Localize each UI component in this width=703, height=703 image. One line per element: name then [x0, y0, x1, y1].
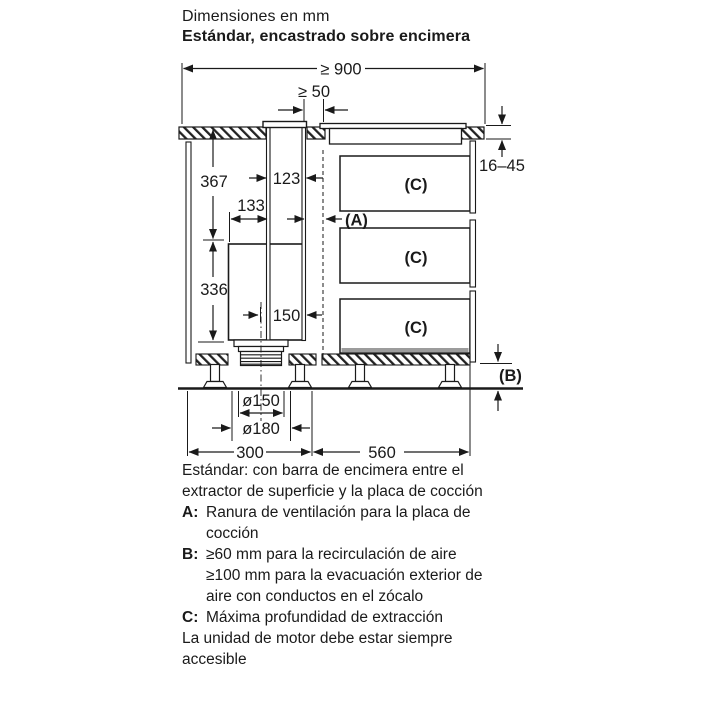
right-side-panel-middle [470, 220, 476, 287]
cooktop-body [330, 129, 462, 145]
dim-motor-height-label: 336 [200, 281, 228, 299]
legend-note-line2: accesible [182, 651, 247, 668]
bottom-witness-lines [188, 365, 471, 456]
chimney-left-wall [267, 128, 271, 341]
cooktop [320, 124, 466, 145]
page-title: Estándar, encastrado sobre encimera [182, 27, 471, 45]
legend-key-b: B: [182, 546, 199, 563]
legend-item-a [182, 502, 530, 523]
dim-hob-build-in-depth-label: 16–45 [479, 157, 525, 175]
dim-hob-clearance [278, 99, 348, 122]
legend-item-c-line1: Máxima profundidad de extracción [206, 609, 443, 626]
legend-note-line1: La unidad de motor debe estar siempre [182, 630, 453, 647]
plinth-left-1 [196, 354, 228, 365]
label-c-drawer-top: (C) [404, 176, 428, 194]
dim-right-cabinet-width-label: 560 [368, 444, 396, 460]
cooktop-lip [320, 124, 466, 129]
chimney-top-cap [263, 122, 307, 128]
adjustable-feet [204, 365, 462, 388]
plinth [196, 354, 470, 365]
legend-items-ab [182, 502, 530, 565]
plinth-left-2 [289, 354, 316, 365]
dim-left-cabinet-width-label: 300 [236, 444, 264, 460]
worktop-left-segment [179, 127, 266, 139]
legend-intro-line2: extractor de superficie y la placa de cocción [182, 483, 483, 500]
label-a: (A) [345, 211, 368, 230]
legend-key-a: A: [182, 504, 199, 521]
foot [204, 365, 227, 388]
legend-item-b-extra-line2: aire con conductos en el zócalo [206, 588, 424, 605]
legend-item-c-block [182, 607, 530, 628]
dim-chimney-width-label: 123 [272, 170, 301, 188]
foot [289, 365, 312, 388]
legend-item-b-line1: ≥60 mm para la recirculación de aire [206, 546, 457, 563]
dim-hob-build-in-depth [486, 106, 511, 157]
left-side-panel [186, 142, 191, 363]
dim-duct-diameter-outer-label: ø180 [242, 420, 280, 438]
legend-item-a-cont [182, 523, 530, 544]
foot [439, 365, 462, 388]
legend-intro-line1: Estándar: con barra de encimera entre el [182, 462, 464, 479]
legend-intro [182, 460, 530, 502]
dim-top-depth-label: 367 [200, 173, 228, 191]
plinth-right [322, 354, 470, 365]
legend-key-c: C: [182, 609, 199, 626]
foot [349, 365, 372, 388]
label-c-drawer-middle: (C) [404, 249, 428, 267]
legend-item-b-extra [182, 565, 530, 607]
legend-item-c [182, 607, 530, 628]
dim-motor-offset-label: 133 [237, 197, 265, 215]
chimney-right-wall [302, 128, 306, 341]
drawer-bottom-base-strip [342, 348, 469, 352]
legend-item-b [182, 544, 530, 565]
dim-total-width-label: ≥ 900 [320, 60, 362, 79]
label-b: (B) [499, 367, 522, 385]
legend-item-a-line2: cocción [206, 525, 259, 542]
legend-item-b-extra-line1: ≥100 mm para la evacuación exterior de [206, 567, 483, 584]
legend [182, 460, 530, 670]
title-block [182, 7, 470, 46]
right-side-panel-top [470, 141, 476, 213]
dim-duct-width-label: 150 [272, 307, 301, 325]
installation-diagram [0, 55, 703, 460]
legend-note [182, 628, 530, 670]
label-c-drawer-bottom: (C) [404, 319, 428, 337]
page-subtitle: Dimensiones en mm [182, 8, 330, 25]
right-side-panel-bottom [470, 291, 476, 362]
legend-item-a-line1: Ranura de ventilación para la placa de [206, 504, 471, 521]
dim-duct-diameter-inner-label: ø150 [242, 392, 280, 410]
dim-hob-clearance-label: ≥ 50 [298, 83, 330, 101]
